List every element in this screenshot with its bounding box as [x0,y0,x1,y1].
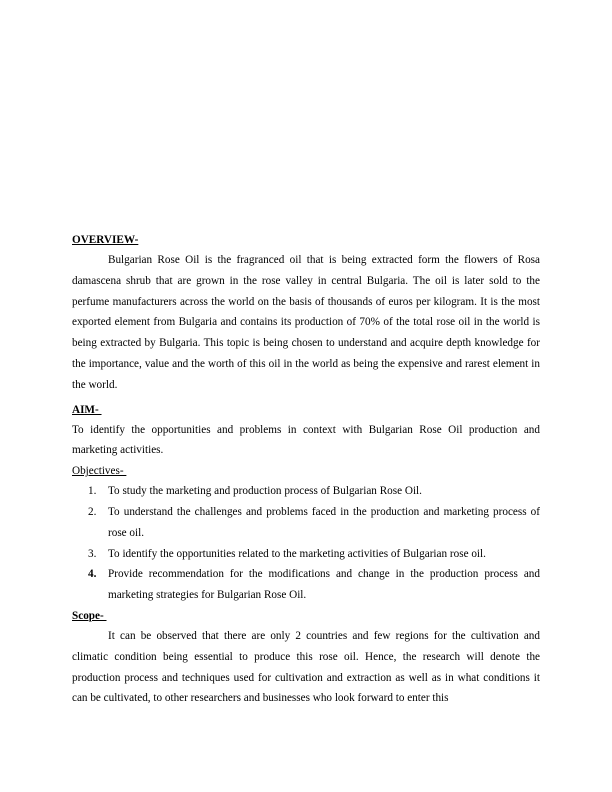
list-item-text: To identify the opportunities related to the marketing activities of Bulgarian rose oil. [108,547,486,560]
list-item-text: Provide recommendation for the modifications and change in the production process and marketing strategies for Bulgarian Rose Oil. [108,568,540,602]
list-item [72,502,540,544]
aim-heading: AIM- [72,403,102,416]
aim-paragraph: To identify the opportunities and problems in context with Bulgarian Rose Oil production and marketing activities. [72,423,540,457]
objectives-list [72,481,540,606]
list-item [72,544,540,565]
document-body [72,230,540,709]
list-item [72,564,540,606]
scope-paragraph: It can be observed that there are only 2 countries and few regions for the cultivation and climatic condition being essential to produce this rose oil. Hence, the research will denote the production process and techniques used for cultivation and extraction as well as in what conditions it can be cultivated, to other researchers and businesses who look forward to enter this [72,629,540,705]
overview-heading: OVERVIEW- [72,234,139,246]
scope-heading: Scope- [72,609,107,622]
list-item-text: To understand the challenges and problems faced in the production and marketing process of rose oil. [108,505,540,539]
list-item-number: 1. [88,485,97,498]
list-item-number: 3. [88,547,97,560]
list-item-text: To study the marketing and production process of Bulgarian Rose Oil. [108,485,422,498]
list-item-number: 4. [88,568,97,581]
overview-paragraph: Bulgarian Rose Oil is the fragranced oil that is being extracted form the flowers of Rosa damascena shrub that are grown in the rose valley in central Bulgaria. The oil is later sold to the perfume manufacturers across the world on the basis of thousands of euros per kilogram. It is the most exported element from Bulgaria and contains its production of 70% of the total rose oil in the world is being extracted by Bulgaria. This topic is being chosen to understand and acquire depth knowledge for the importance, value and the worth of this oil in the world as being the expensive and rarest element in the world. [72,254,540,391]
objectives-heading: Objectives- [72,465,127,478]
list-item [72,481,540,502]
list-item-number: 2. [88,505,97,518]
